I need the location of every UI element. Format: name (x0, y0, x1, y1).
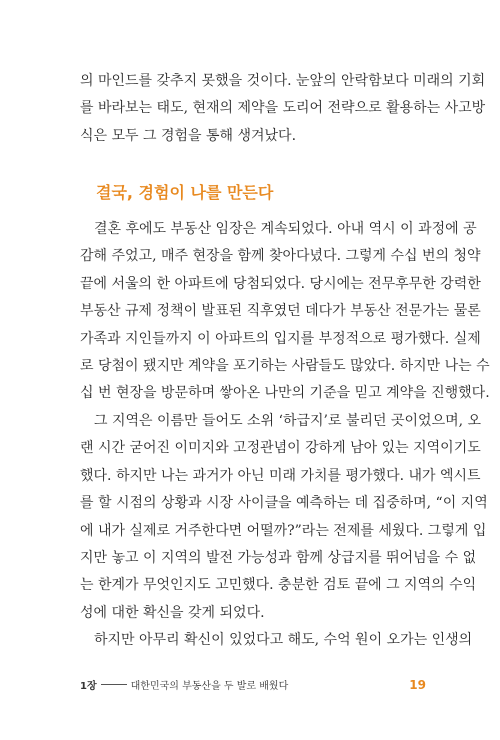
chapter-title: 대한민국의 부동산을 두 발로 배웠다 (130, 681, 289, 692)
footer-rule (101, 684, 127, 685)
section-heading: 결국, 경험이 나를 만든다 (96, 183, 274, 202)
text-line: 했다. 하지만 나는 과거가 아닌 미래 가치를 평가했다. 내가 엑시트 (80, 467, 481, 484)
text-line: 감해 주었고, 매주 현장을 함께 찾아다녔다. 그렇게 수십 번의 청약 (80, 248, 481, 265)
text-line: 를 바라보는 태도, 현재의 제약을 도리어 전략으로 활용하는 사고방 (80, 100, 486, 117)
text-line: 부동산 규제 정책이 발표된 직후였던 데다가 부동산 전문가는 물론 (80, 303, 481, 320)
paragraph-conclusion (80, 627, 473, 654)
text-line: 랜 시간 굳어진 이미지와 고정관념이 강하게 남아 있는 지역이기도 (80, 440, 481, 457)
text-line: 하지만 아무리 확신이 있었다고 해도, 수억 원이 오가는 인생의 (94, 632, 473, 648)
text-line: 에 내가 실제로 거주한다면 어떨까?”라는 전제를 세웠다. 그렇게 입 (80, 522, 487, 539)
paragraph-marriage (80, 216, 490, 408)
text-line: 결혼 후에도 부동산 임장은 계속되었다. 아내 역시 이 과정에 공 (94, 221, 477, 237)
paragraph-intro (80, 68, 486, 150)
text-line: 를 할 시점의 상황과 시장 사이클을 예측하는 데 집중하며, “이 지역 (80, 495, 488, 512)
chapter-label: 1장 (80, 681, 97, 692)
text-line: 성에 대한 확신을 갖게 되었다. (80, 604, 265, 621)
text-line: 의 마인드를 갖추지 못했을 것이다. 눈앞의 안락함보다 미래의 기회 (80, 73, 486, 89)
text-line: 는 한계가 무엇인지도 고민했다. 충분한 검토 끝에 그 지역의 수익 (80, 577, 477, 594)
text-line: 가족과 지인들까지 이 아파트의 입지를 부정적으로 평가했다. 실제 (80, 330, 481, 347)
paragraph-region (80, 408, 488, 627)
text-line: 그 지역은 이름만 들어도 소위 ‘하급지’로 불리던 곳이었으며, 오 (94, 413, 482, 429)
page-number: 19 (409, 677, 426, 692)
text-line: 로 당첨이 됐지만 계약을 포기하는 사람들도 많았다. 하지만 나는 수 (80, 358, 490, 375)
text-line: 식은 모두 그 경험을 통해 생겨났다. (80, 127, 297, 144)
text-line: 십 번 현장을 방문하며 쌓아온 나만의 기준을 믿고 계약을 진행했다. (80, 385, 490, 402)
text-line: 지만 놓고 이 지역의 발전 가능성과 함께 상급지를 뛰어넘을 수 없 (80, 550, 477, 567)
page-footer (80, 677, 426, 692)
text-line: 끝에 서울의 한 아파트에 당첨되었다. 당시에는 전무후무한 강력한 (80, 275, 481, 292)
